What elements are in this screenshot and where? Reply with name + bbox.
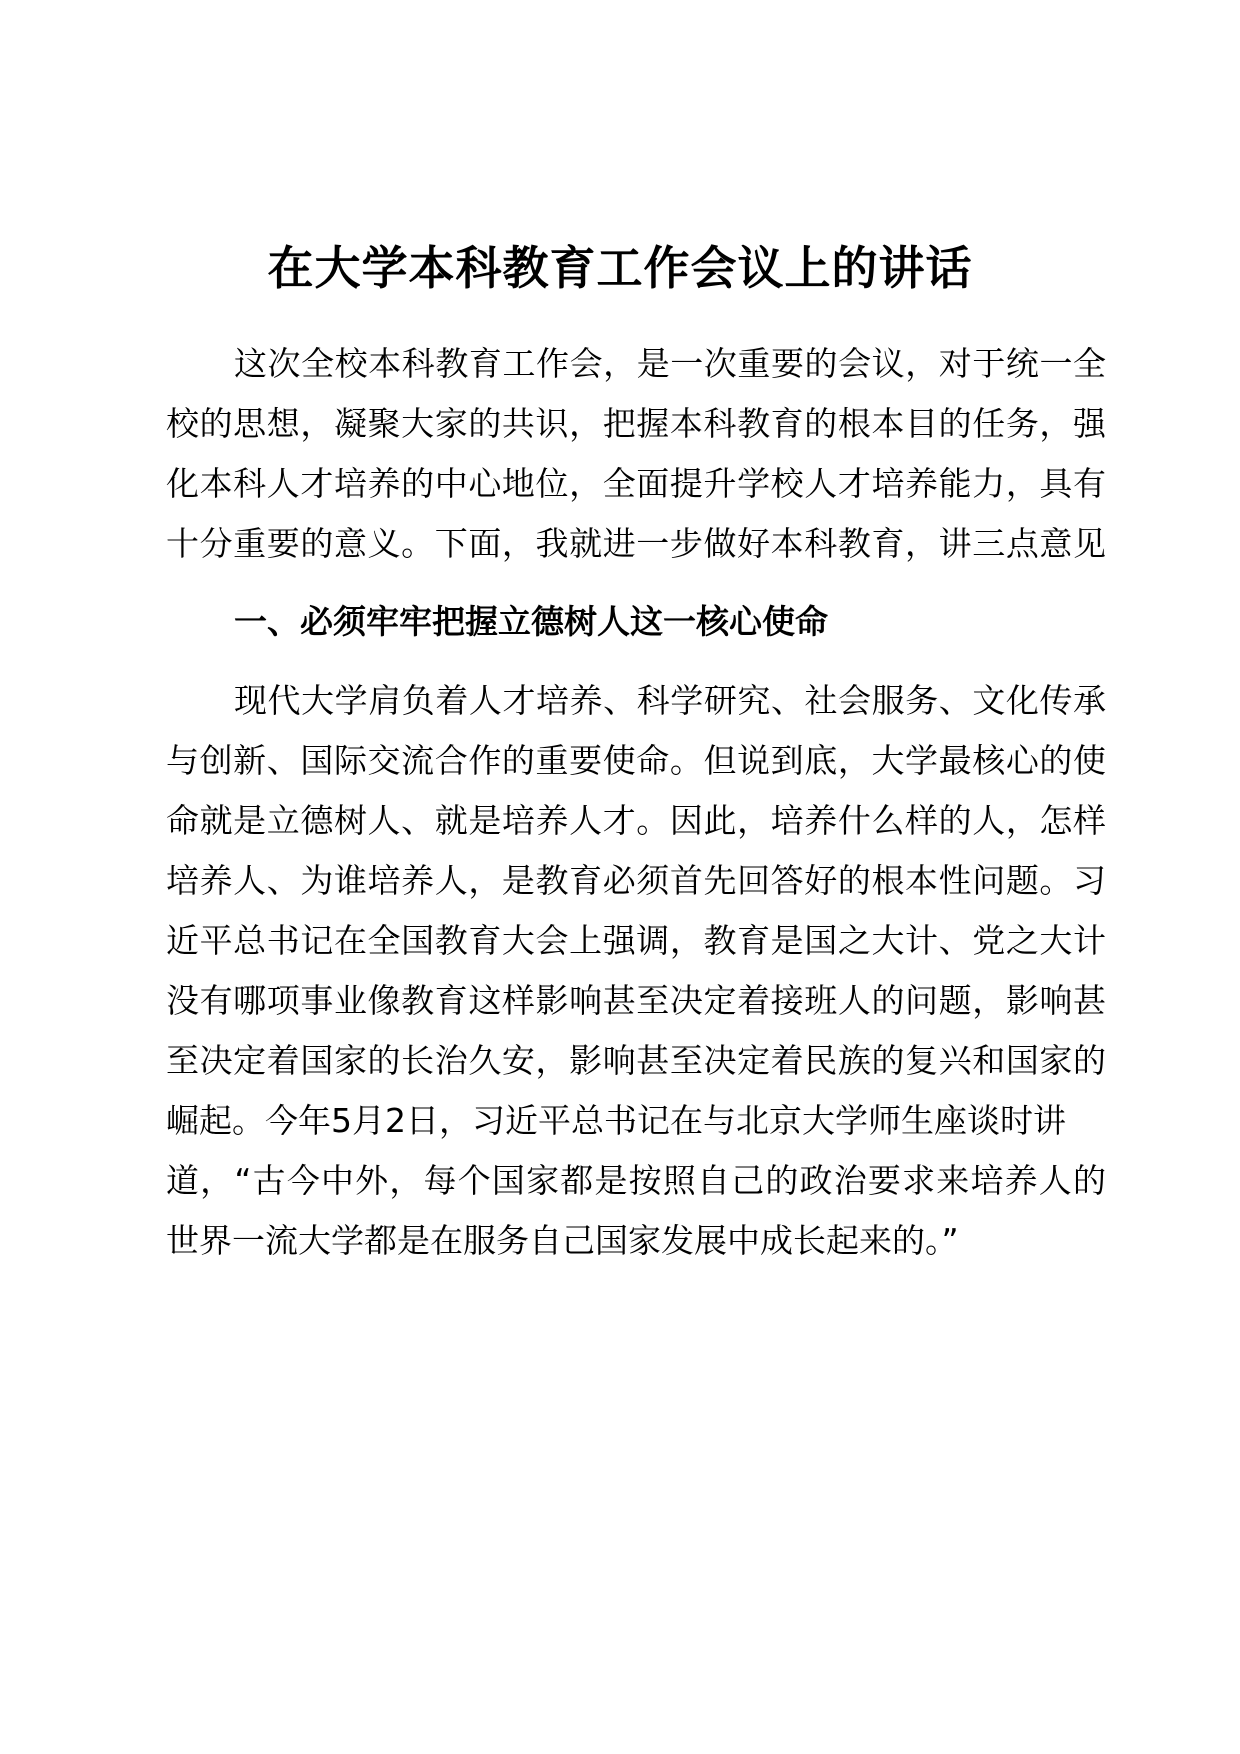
text-line: 没有哪项事业像教育这样影响甚至决定着接班人的问题，影响甚: [166, 981, 1106, 1020]
body-paragraph: [166, 671, 1106, 1271]
text-line: 崛起。今年5月2日，习近平总书记在与北京大学师生座谈时讲: [166, 1101, 1066, 1140]
text-line: 培养人、为谁培养人，是教育必须首先回答好的根本性问题。习: [166, 861, 1106, 900]
text-line: 近平总书记在全国教育大会上强调，教育是国之大计、党之大计: [166, 921, 1106, 960]
text-line: 与创新、国际交流合作的重要使命。但说到底，大学最核心的使: [166, 741, 1106, 780]
text-line: 至决定着国家的长治久安，影响甚至决定着民族的复兴和国家的: [166, 1041, 1106, 1080]
text-line: 校的思想，凝聚大家的共识，把握本科教育的根本目的任务，强: [166, 404, 1106, 443]
text-line: 命就是立德树人、就是培养人才。因此，培养什么样的人，怎样: [166, 801, 1106, 840]
text-line: 这次全校本科教育工作会，是一次重要的会议，对于统一全: [234, 344, 1106, 383]
text-line: 世界一流大学都是在服务自己国家发展中成长起来的。”: [166, 1221, 959, 1260]
text-line: 化本科人才培养的中心地位，全面提升学校人才培养能力，具有: [166, 464, 1106, 503]
text-line: 十分重要的意义。下面，我就进一步做好本科教育，讲三点意见: [166, 524, 1106, 563]
text-line: 道，“古今中外，每个国家都是按照自己的政治要求来培养人的: [166, 1161, 1106, 1200]
section-heading: 一、必须牢牢把握立德树人这一核心使命: [234, 602, 828, 641]
intro-paragraph: [166, 334, 1106, 574]
text-line: 现代大学肩负着人才培养、科学研究、社会服务、文化传承: [234, 681, 1106, 720]
document-title: 在大学本科教育工作会议上的讲话: [267, 241, 973, 295]
